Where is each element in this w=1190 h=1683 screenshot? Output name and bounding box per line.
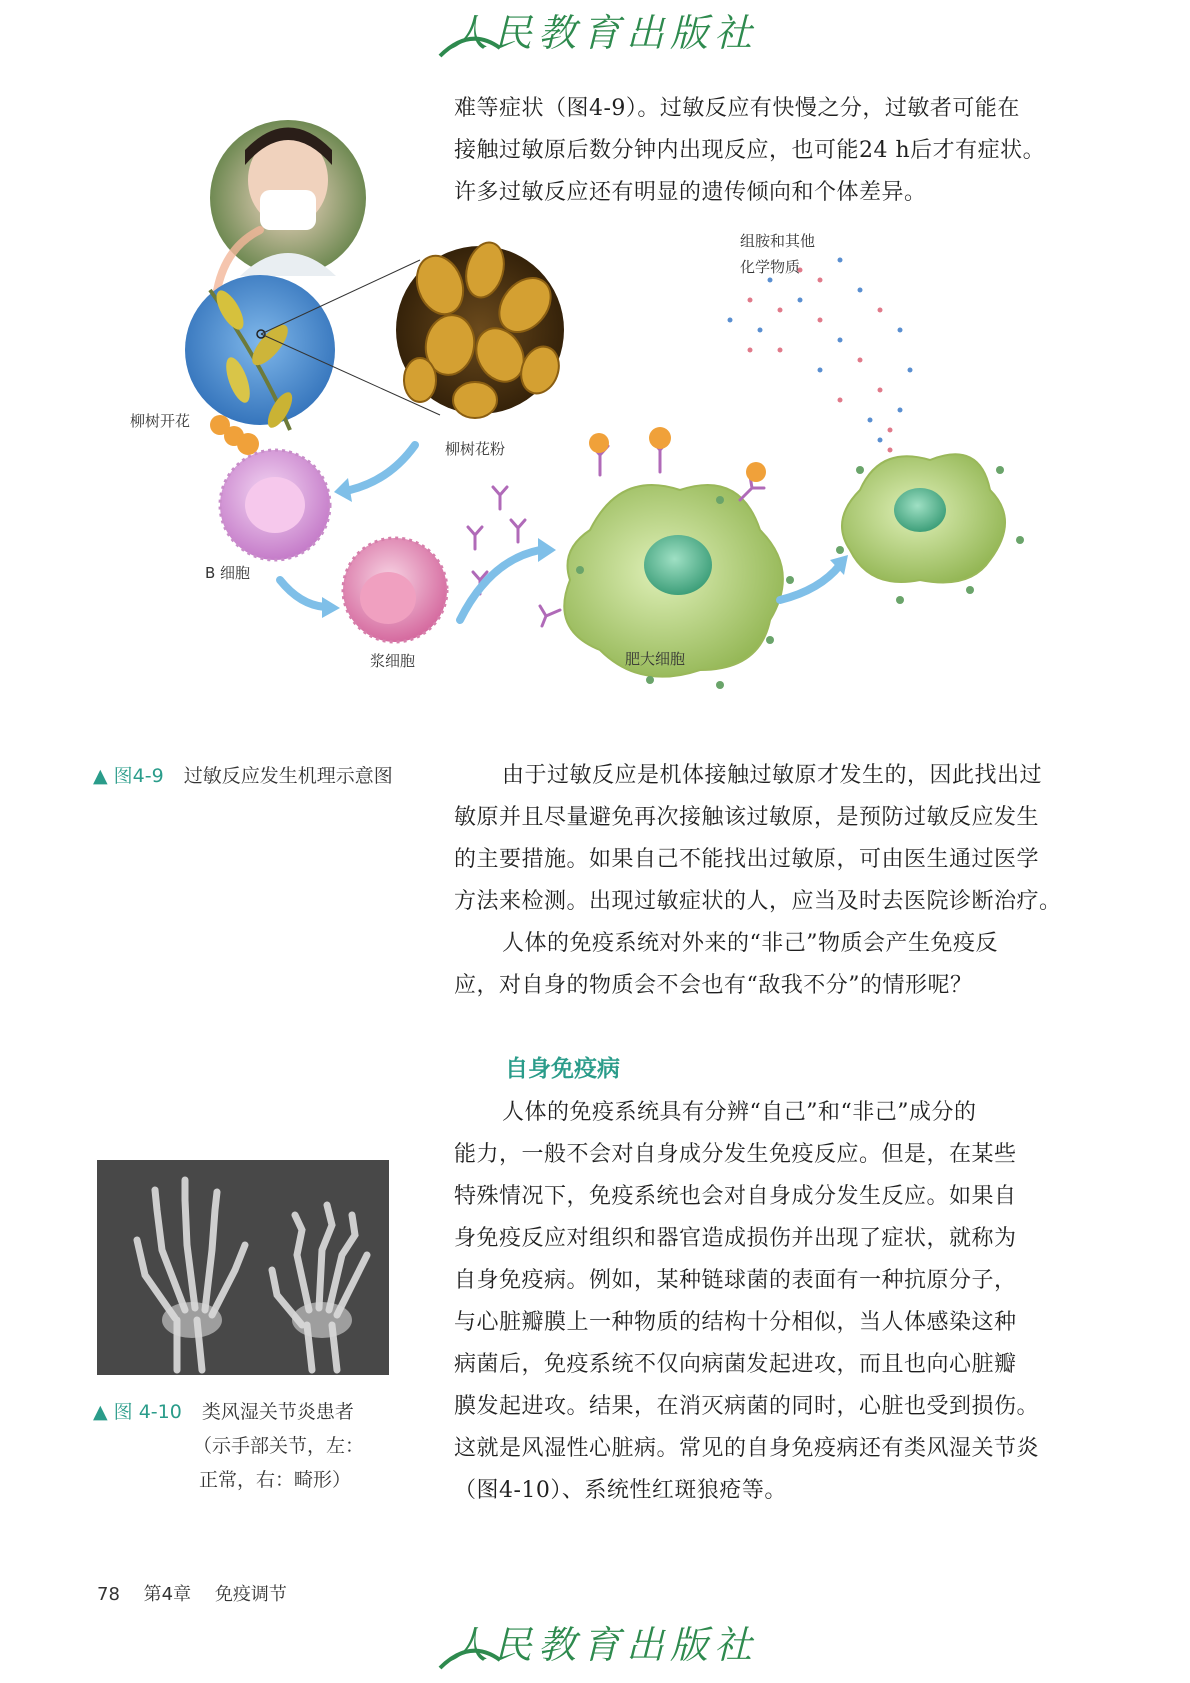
text-line: 这就是风湿性心脏病。常见的自身免疫病还有类风湿关节炎	[454, 1436, 1040, 1461]
mast-cell-degranulating-drawing	[836, 454, 1024, 604]
label-histamine-line1: 组胺和其他	[740, 232, 816, 250]
page-footer	[97, 1580, 305, 1606]
caption-line: 正常，右：畸形）	[199, 1469, 352, 1491]
label-plasma-cell: 浆细胞	[370, 652, 416, 670]
text-line: 特殊情况下，免疫系统也会对自身成分发生反应。如果自	[454, 1184, 1017, 1209]
label-willow-flowering: 柳树开花	[130, 412, 191, 430]
figure-4-10-xray-image	[97, 1160, 389, 1375]
caption-text: 过敏反应发生机理示意图	[183, 765, 393, 787]
triangle-marker-icon: ▲	[93, 1401, 108, 1423]
text-line: 许多过敏反应还有明显的遗传倾向和个体差异。	[454, 180, 927, 205]
text-line: 自身免疫病。例如，某种链球菌的表面有一种抗原分子，	[454, 1268, 1017, 1293]
figure-number: 图 4-10	[113, 1401, 182, 1423]
text-line: 能力，一般不会对自身成分发生免疫反应。但是，在某些	[454, 1142, 1017, 1167]
text-line: 与心脏瓣膜上一种物质的结构十分相似，当人体感染这种	[454, 1310, 1017, 1335]
figure-4-9-illustration	[120, 110, 1100, 730]
autoimmune-paragraph	[454, 1092, 1074, 1512]
figure-4-9-caption	[93, 759, 393, 793]
text-line: 人体的免疫系统具有分辨“自己”和“非己”成分的	[502, 1100, 977, 1125]
chapter-title: 免疫调节	[214, 1584, 287, 1605]
willow-pollen-photo	[396, 238, 565, 418]
caption-line: 类风湿关节炎患者	[201, 1401, 354, 1423]
text-line: 接触过敏原后数分钟内出现反应，也可能24 h后才有症状。	[454, 138, 1046, 163]
text-line: 病菌后，免疫系统不仅向病菌发起进攻，而且也向心脏瓣	[454, 1352, 1017, 1377]
text-line: 方法来检测。出现过敏症状的人，应当及时去医院诊断治疗。	[454, 889, 1062, 914]
text-line: 膜发起进攻。结果，在消灭病菌的同时，心脏也受到损伤。	[454, 1394, 1040, 1419]
text-line: 身免疫反应对组织和器官造成损伤并出现了症状，就称为	[454, 1226, 1017, 1251]
publisher-logo-header	[430, 6, 770, 66]
text-line: 的主要措施。如果自己不能找出过敏原，可由医生通过医学	[454, 847, 1040, 872]
figure-4-10-caption	[93, 1395, 364, 1497]
caption-line: （示手部关节，左：	[193, 1435, 365, 1457]
label-mast-cell: 肥大细胞	[625, 650, 686, 668]
text-line: （图4-10）、系统性红斑狼疮等。	[454, 1478, 787, 1503]
text-line: 应，对自身的物质会不会也有“敌我不分”的情形呢？	[454, 973, 973, 998]
logo-text: 人民教育出版社	[450, 11, 759, 55]
publisher-logo-footer	[430, 1618, 770, 1678]
text-line: 敏原并且尽量避免再次接触该过敏原，是预防过敏反应发生	[454, 805, 1040, 830]
figure-number: 图4-9	[113, 765, 164, 787]
text-line: 难等症状（图4-9）。过敏反应有快慢之分，过敏者可能在	[454, 96, 1020, 121]
text-line: 由于过敏反应是机体接触过敏原才发生的，因此找出过	[502, 763, 1043, 788]
text-line: 人体的免疫系统对外来的“非己”物质会产生免疫反	[502, 931, 998, 956]
b-cell-drawing	[220, 450, 330, 560]
chapter-number: 第4章	[143, 1584, 192, 1605]
plasma-cell-drawing	[343, 538, 447, 642]
question-paragraph	[454, 923, 1074, 1007]
histamine-particles	[728, 258, 913, 453]
label-histamine-line2: 化学物质	[740, 258, 801, 276]
page-number: 78	[97, 1584, 120, 1605]
logo-text: 人民教育出版社	[450, 1623, 759, 1667]
label-b-cell: B 细胞	[205, 564, 251, 582]
section-heading: 自身免疫病	[505, 1056, 620, 1082]
prevention-paragraph	[454, 755, 1074, 923]
label-willow-pollen: 柳树花粉	[445, 440, 506, 458]
willow-flowering-photo	[185, 275, 335, 431]
triangle-marker-icon: ▲	[93, 765, 108, 787]
